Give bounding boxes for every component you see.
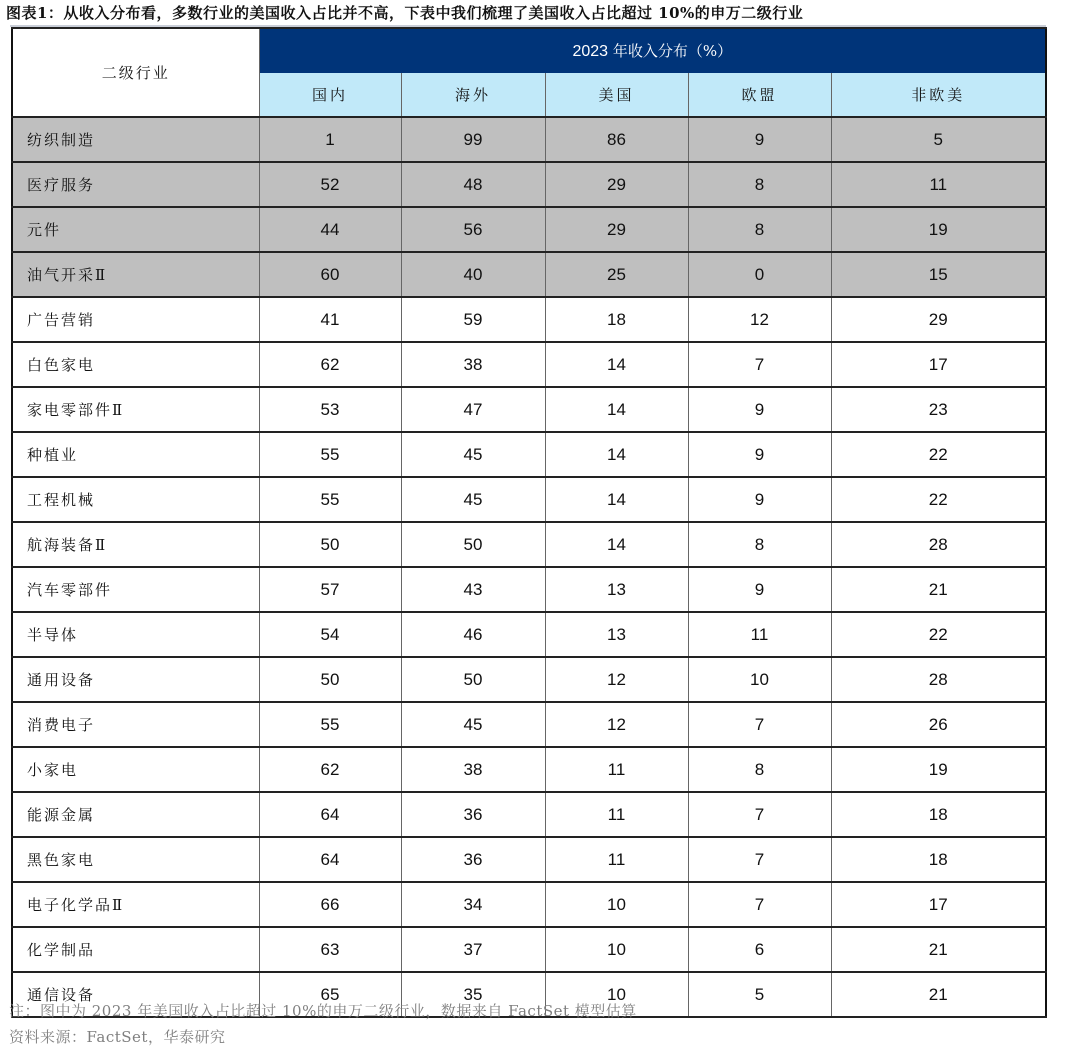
table-row [12, 117, 1046, 162]
value-cell-us: 18 [545, 297, 688, 342]
value-cell-non-eu-us: 15 [831, 252, 1046, 297]
value-cell-us: 25 [545, 252, 688, 297]
value-cell-overseas: 48 [401, 162, 545, 207]
value-cell-eu: 7 [688, 792, 831, 837]
value-cell-overseas: 56 [401, 207, 545, 252]
column-header-non-eu-us: 非欧美 [831, 73, 1046, 118]
value-cell-us: 13 [545, 567, 688, 612]
table-row [12, 792, 1046, 837]
value-cell-non-eu-us: 21 [831, 567, 1046, 612]
header-text: 年收入分布（%） [608, 42, 733, 60]
value-cell-us: 14 [545, 342, 688, 387]
table-row [12, 747, 1046, 792]
industry-name-cell: 能源金属 [12, 792, 259, 837]
table-row [12, 837, 1046, 882]
value-cell-non-eu-us: 21 [831, 972, 1046, 1017]
value-cell-overseas: 50 [401, 657, 545, 702]
industry-name-cell: 消费电子 [12, 702, 259, 747]
industry-name-cell: 工程机械 [12, 477, 259, 522]
value-cell-domestic: 62 [259, 342, 401, 387]
value-cell-eu: 11 [688, 612, 831, 657]
value-cell-domestic: 55 [259, 702, 401, 747]
table-row [12, 522, 1046, 567]
value-cell-non-eu-us: 18 [831, 792, 1046, 837]
value-cell-eu: 8 [688, 747, 831, 792]
value-cell-overseas: 38 [401, 342, 545, 387]
table-row [12, 657, 1046, 702]
value-cell-non-eu-us: 22 [831, 612, 1046, 657]
value-cell-domestic: 55 [259, 477, 401, 522]
value-cell-eu: 9 [688, 387, 831, 432]
table-row [12, 162, 1046, 207]
value-cell-domestic: 63 [259, 927, 401, 972]
value-cell-domestic: 66 [259, 882, 401, 927]
value-cell-domestic: 50 [259, 522, 401, 567]
value-cell-us: 11 [545, 747, 688, 792]
industry-name-cell: 家电零部件Ⅱ [12, 387, 259, 432]
industry-name-cell: 通用设备 [12, 657, 259, 702]
industry-name-cell: 医疗服务 [12, 162, 259, 207]
table-row [12, 927, 1046, 972]
value-cell-eu: 10 [688, 657, 831, 702]
table-row [12, 342, 1046, 387]
value-cell-non-eu-us: 29 [831, 297, 1046, 342]
value-cell-overseas: 35 [401, 972, 545, 1017]
table-body [12, 117, 1046, 1017]
value-cell-domestic: 64 [259, 837, 401, 882]
value-cell-non-eu-us: 21 [831, 927, 1046, 972]
value-cell-non-eu-us: 22 [831, 477, 1046, 522]
value-cell-non-eu-us: 18 [831, 837, 1046, 882]
revenue-distribution-group-header [259, 28, 1046, 73]
value-cell-overseas: 34 [401, 882, 545, 927]
value-cell-us: 14 [545, 387, 688, 432]
value-cell-us: 86 [545, 117, 688, 162]
table-row [12, 702, 1046, 747]
value-cell-us: 10 [545, 927, 688, 972]
value-cell-overseas: 36 [401, 837, 545, 882]
value-cell-domestic: 53 [259, 387, 401, 432]
table-row [12, 477, 1046, 522]
column-header-us: 美国 [545, 73, 688, 118]
value-cell-overseas: 38 [401, 747, 545, 792]
value-cell-eu: 9 [688, 567, 831, 612]
table-row [12, 567, 1046, 612]
value-cell-overseas: 46 [401, 612, 545, 657]
value-cell-eu: 7 [688, 702, 831, 747]
industry-name-cell: 纺织制造 [12, 117, 259, 162]
value-cell-overseas: 99 [401, 117, 545, 162]
value-cell-eu: 8 [688, 522, 831, 567]
column-header-overseas: 海外 [401, 73, 545, 118]
value-cell-eu: 9 [688, 432, 831, 477]
value-cell-eu: 7 [688, 837, 831, 882]
value-cell-us: 14 [545, 432, 688, 477]
value-cell-overseas: 43 [401, 567, 545, 612]
value-cell-us: 29 [545, 207, 688, 252]
value-cell-non-eu-us: 19 [831, 207, 1046, 252]
value-cell-us: 13 [545, 612, 688, 657]
value-cell-domestic: 54 [259, 612, 401, 657]
table-row [12, 252, 1046, 297]
industry-name-cell: 油气开采Ⅱ [12, 252, 259, 297]
value-cell-overseas: 47 [401, 387, 545, 432]
value-cell-overseas: 45 [401, 477, 545, 522]
value-cell-domestic: 62 [259, 747, 401, 792]
value-cell-non-eu-us: 28 [831, 522, 1046, 567]
value-cell-eu: 12 [688, 297, 831, 342]
industry-column-header: 二级行业 [12, 28, 259, 117]
industry-name-cell: 半导体 [12, 612, 259, 657]
value-cell-non-eu-us: 28 [831, 657, 1046, 702]
value-cell-eu: 9 [688, 117, 831, 162]
value-cell-non-eu-us: 17 [831, 882, 1046, 927]
header-year: 2023 [572, 43, 609, 60]
value-cell-eu: 8 [688, 162, 831, 207]
value-cell-eu: 7 [688, 342, 831, 387]
value-cell-us: 11 [545, 792, 688, 837]
value-cell-eu: 5 [688, 972, 831, 1017]
source-note: 资料来源：FactSet，华泰研究 [9, 1028, 226, 1046]
value-cell-non-eu-us: 11 [831, 162, 1046, 207]
table-row [12, 612, 1046, 657]
value-cell-overseas: 40 [401, 252, 545, 297]
value-cell-eu: 8 [688, 207, 831, 252]
industry-name-cell: 元件 [12, 207, 259, 252]
table-note: 注：图中为 2023 年美国收入占比超过 10%的申万二级行业，数据来自 FactSet 模型估算 [9, 1002, 637, 1020]
table-row [12, 207, 1046, 252]
industry-name-cell: 黑色家电 [12, 837, 259, 882]
column-header-domestic: 国内 [259, 73, 401, 118]
table-row [12, 882, 1046, 927]
industry-name-cell: 广告营销 [12, 297, 259, 342]
value-cell-domestic: 64 [259, 792, 401, 837]
value-cell-domestic: 50 [259, 657, 401, 702]
value-cell-domestic: 55 [259, 432, 401, 477]
value-cell-us: 10 [545, 882, 688, 927]
value-cell-non-eu-us: 19 [831, 747, 1046, 792]
table-row [12, 432, 1046, 477]
value-cell-eu: 0 [688, 252, 831, 297]
value-cell-overseas: 36 [401, 792, 545, 837]
value-cell-us: 14 [545, 477, 688, 522]
industry-name-cell: 白色家电 [12, 342, 259, 387]
value-cell-domestic: 52 [259, 162, 401, 207]
table-row [12, 387, 1046, 432]
value-cell-non-eu-us: 5 [831, 117, 1046, 162]
value-cell-eu: 9 [688, 477, 831, 522]
value-cell-us: 12 [545, 702, 688, 747]
industry-name-cell: 小家电 [12, 747, 259, 792]
value-cell-non-eu-us: 17 [831, 342, 1046, 387]
value-cell-overseas: 50 [401, 522, 545, 567]
value-cell-overseas: 59 [401, 297, 545, 342]
value-cell-domestic: 1 [259, 117, 401, 162]
value-cell-overseas: 37 [401, 927, 545, 972]
table-row [12, 297, 1046, 342]
value-cell-domestic: 57 [259, 567, 401, 612]
revenue-distribution-table [11, 27, 1047, 1018]
value-cell-overseas: 45 [401, 432, 545, 477]
value-cell-us: 11 [545, 837, 688, 882]
value-cell-non-eu-us: 26 [831, 702, 1046, 747]
value-cell-us: 12 [545, 657, 688, 702]
value-cell-domestic: 41 [259, 297, 401, 342]
figure-title: 图表1：从收入分布看，多数行业的美国收入占比并不高，下表中我们梳理了美国收入占比超过 10%的申万二级行业 [6, 4, 804, 22]
industry-name-cell: 种植业 [12, 432, 259, 477]
value-cell-domestic: 44 [259, 207, 401, 252]
value-cell-eu: 6 [688, 927, 831, 972]
value-cell-eu: 7 [688, 882, 831, 927]
column-header-eu: 欧盟 [688, 73, 831, 118]
value-cell-overseas: 45 [401, 702, 545, 747]
industry-name-cell: 汽车零部件 [12, 567, 259, 612]
value-cell-us: 14 [545, 522, 688, 567]
industry-name-cell: 航海装备Ⅱ [12, 522, 259, 567]
industry-name-cell: 电子化学品Ⅱ [12, 882, 259, 927]
industry-name-cell: 通信设备 [12, 972, 259, 1017]
value-cell-non-eu-us: 22 [831, 432, 1046, 477]
value-cell-domestic: 60 [259, 252, 401, 297]
value-cell-non-eu-us: 23 [831, 387, 1046, 432]
value-cell-us: 10 [545, 972, 688, 1017]
industry-name-cell: 化学制品 [12, 927, 259, 972]
value-cell-us: 29 [545, 162, 688, 207]
value-cell-domestic: 65 [259, 972, 401, 1017]
